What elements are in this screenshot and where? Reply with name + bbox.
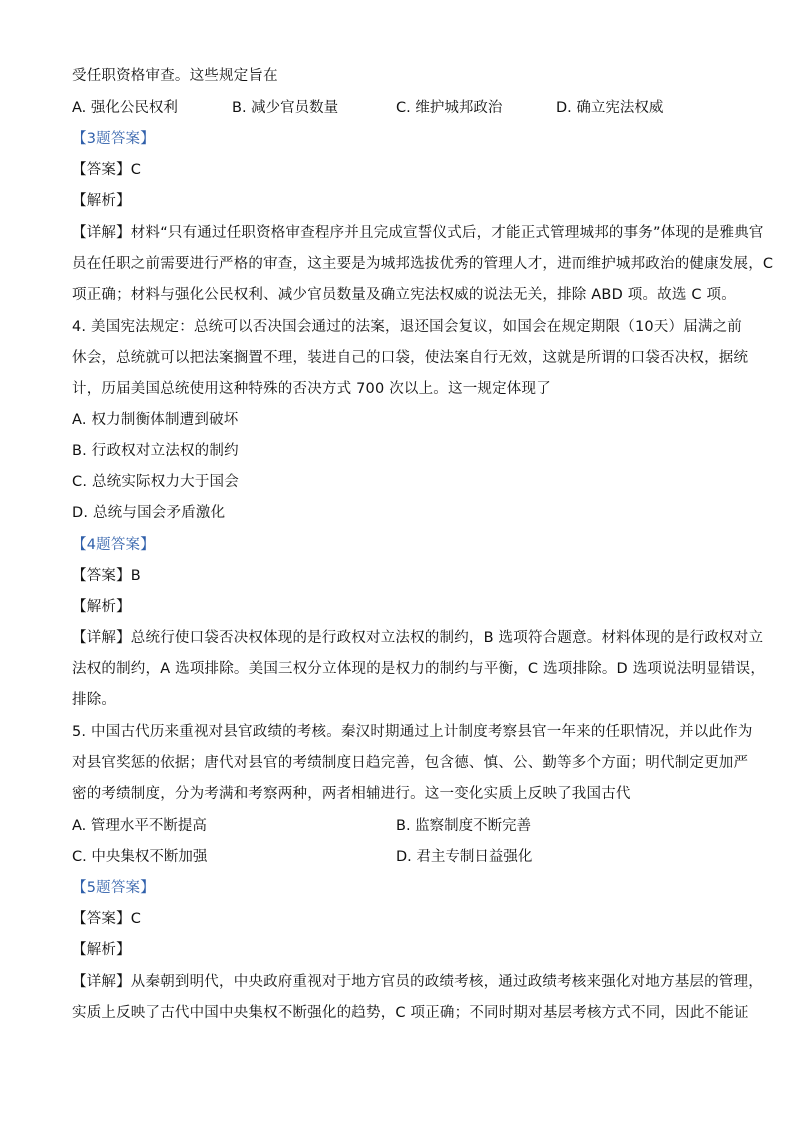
q4-option-a: A. 权力制衡体制遭到破坏 (72, 412, 239, 428)
q3-analysis-tag: 【解析】 (72, 193, 131, 209)
q3-option-d: D. 确立宪法权威 (556, 100, 664, 116)
q5-stem-line-3: 密的考绩制度，分为考满和考察两种，两者相辅进行。这一变化实质上反映了我国古代 (72, 786, 631, 802)
q4-stem-line-1: 4. 美国宪法规定：总统可以否决国会通过的法案，退还国会复议，如国会在规定期限（10天）届满之前 (72, 319, 742, 335)
q3-detail-line-2: 员在任职之前需要进行严格的审查，这主要是为城邦选拔优秀的管理人才，进而维护城邦政治的健康发展，C (72, 256, 774, 272)
q5-option-b: B. 监察制度不断完善 (396, 818, 532, 834)
q5-answer-tag: 【5题答案】 (72, 880, 155, 896)
q5-detail-line-2: 实质上反映了古代中国中央集权不断强化的趋势，C 项正确；不同时期对基层考核方式不同，因此不能证 (72, 1005, 749, 1021)
q4-option-b: B. 行政权对立法权的制约 (72, 443, 239, 459)
q5-detail-line-1: 【详解】从秦朝到明代，中央政府重视对于地方官员的政绩考核，通过政绩考核来强化对地方基层的管理， (72, 974, 763, 990)
q4-stem-line-3: 计，历届美国总统使用这种特殊的否决方式 700 次以上。这一规定体现了 (72, 381, 551, 397)
q5-option-d: D. 君主专制日益强化 (396, 849, 533, 865)
q4-option-c: C. 总统实际权力大于国会 (72, 474, 239, 490)
q4-option-d: D. 总统与国会矛盾激化 (72, 505, 226, 521)
q4-stem-line-2: 休会，总统就可以把法案搁置不理，装进自己的口袋，使法案自行无效，这就是所谓的口袋否决权，据统 (72, 350, 749, 366)
q3-detail-line-1: 【详解】材料“只有通过任职资格审查程序并且完成宣誓仪式后，才能正式管理城邦的事务”体现的是雅典官 (72, 225, 764, 241)
q4-detail-line-1: 【详解】总统行使口袋否决权体现的是行政权对立法权的制约，B 选项符合题意。材料体现的是行政权对立 (72, 630, 764, 646)
q4-detail-line-3: 排除。 (72, 692, 117, 708)
q3-option-b: B. 减少官员数量 (232, 100, 339, 116)
q5-option-a: A. 管理水平不断提高 (72, 818, 207, 834)
q3-answer-tag: 【3题答案】 (72, 131, 155, 147)
q5-stem-line-1: 5. 中国古代历来重视对县官政绩的考核。秦汉时期通过上计制度考察县官一年来的任职情况，并以此作为 (72, 724, 753, 740)
q4-analysis-tag: 【解析】 (72, 599, 131, 615)
q5-option-c: C. 中央集权不断加强 (72, 849, 208, 865)
q5-analysis-tag: 【解析】 (72, 942, 131, 958)
q3-stem-tail: 受任职资格审查。这些规定旨在 (72, 68, 278, 84)
q5-stem-line-2: 对县官奖惩的依据；唐代对县官的考绩制度日趋完善，包含德、慎、公、勤等多个方面；明代制定更加严 (72, 755, 749, 771)
q3-option-a: A. 强化公民权利 (72, 100, 178, 116)
q4-answer-tag: 【4题答案】 (72, 537, 155, 553)
q3-detail-line-3: 项正确；材料与强化公民权利、减少官员数量及确立宪法权威的说法无关，排除 ABD 项。故选 C 项。 (72, 287, 736, 303)
q3-answer: 【答案】C (72, 162, 142, 178)
q4-detail-line-2: 法权的制约，A 选项排除。美国三权分立体现的是权力的制约与平衡，C 选项排除。D 选项说法明显错误， (72, 661, 766, 677)
q4-answer: 【答案】B (72, 568, 141, 584)
q5-answer: 【答案】C (72, 911, 142, 927)
q3-option-c: C. 维护城邦政治 (396, 100, 503, 116)
